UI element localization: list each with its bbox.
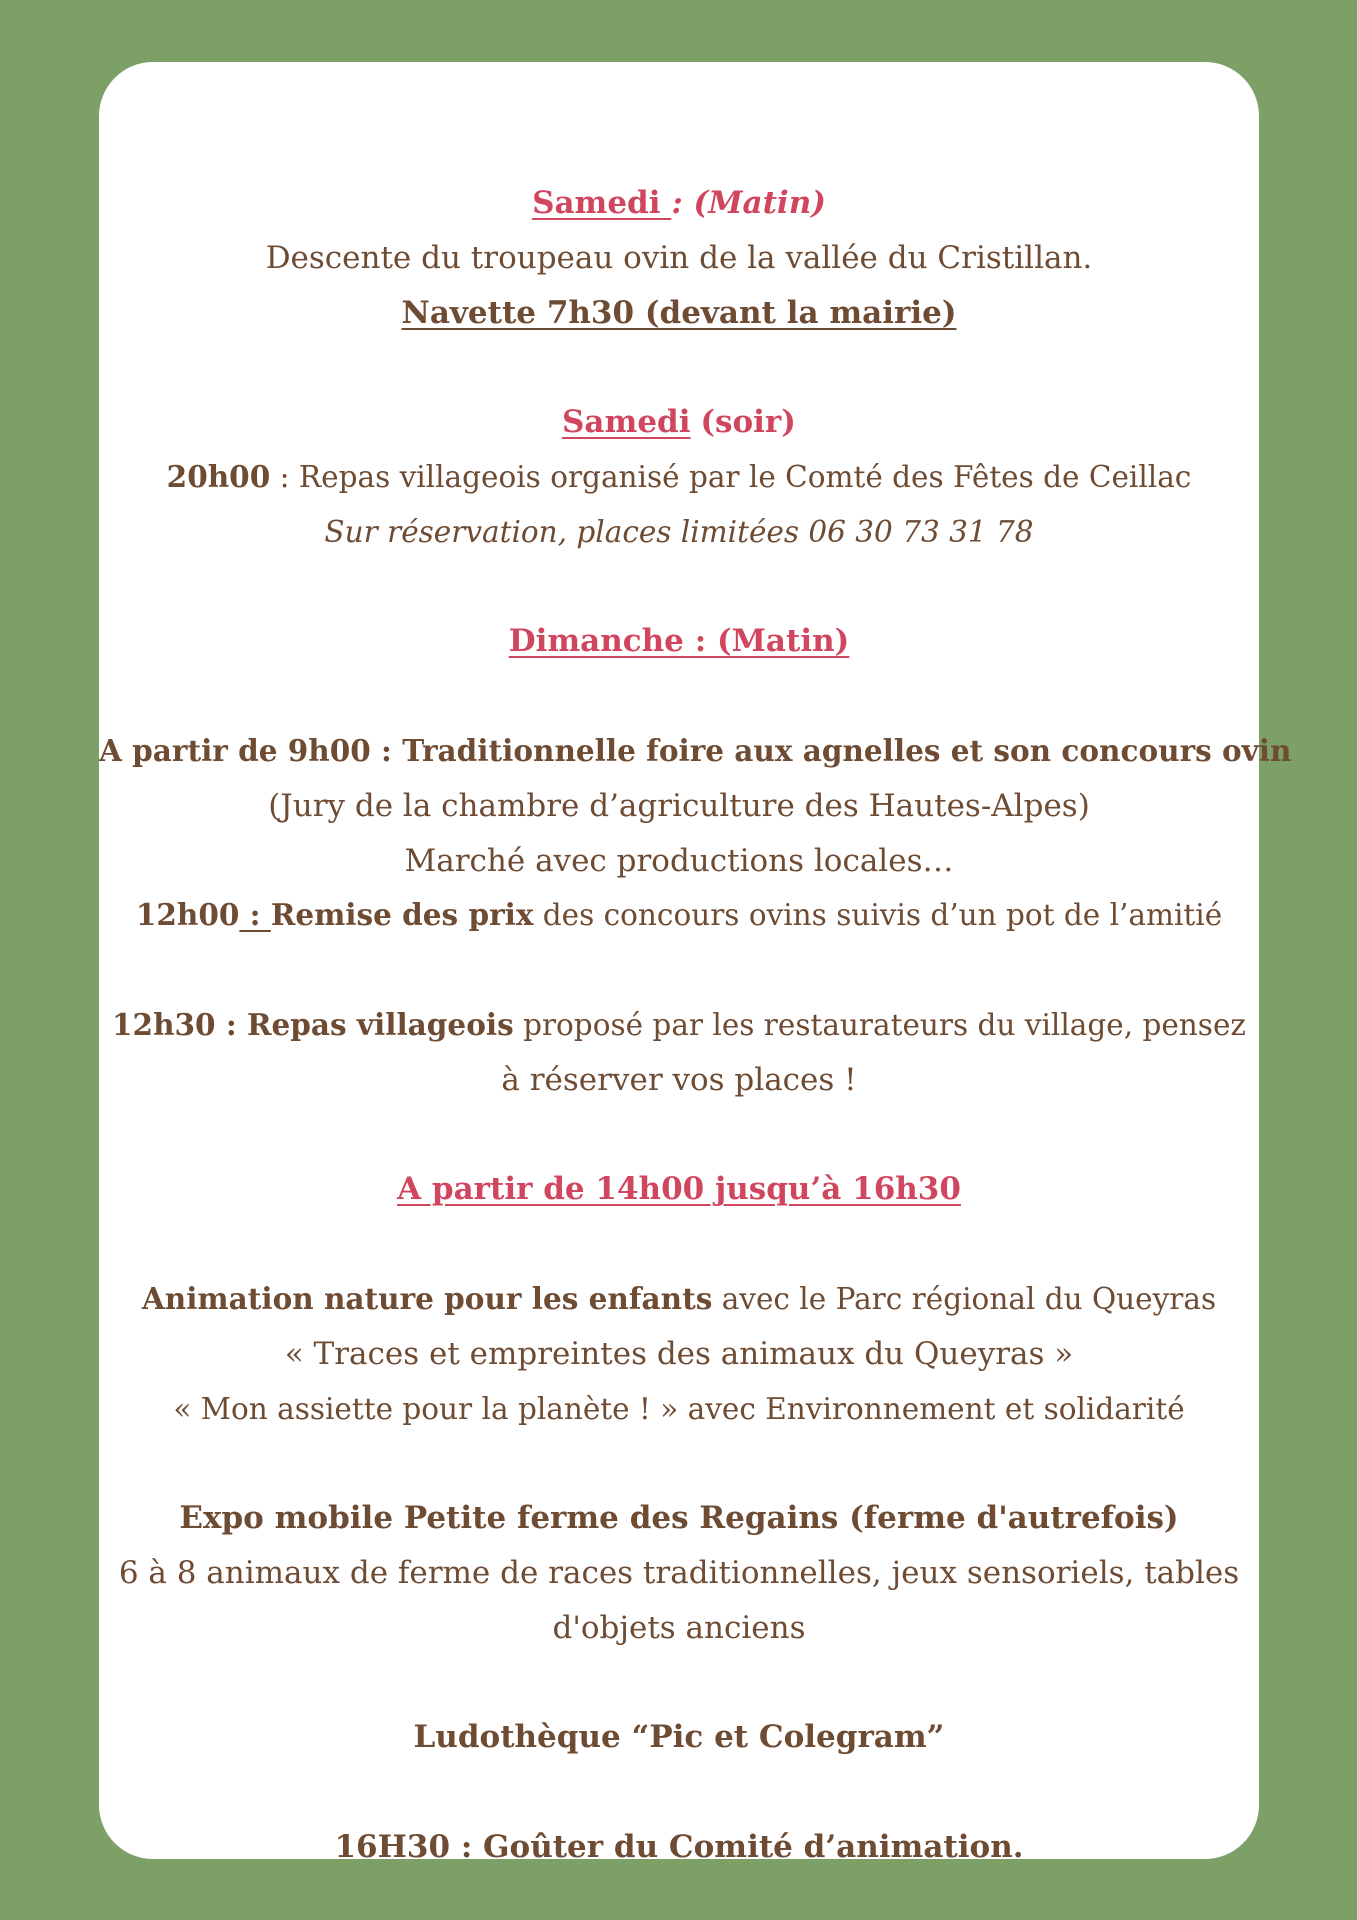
sunday-lunch-text: proposé par les restaurateurs du village, pensez <box>513 1007 1246 1042</box>
sunday-fair: A partir de 9h00 : Traditionnelle foire aux agnelles et son concours ovin <box>99 732 1292 768</box>
sunday-jury: (Jury de la chambre d’agriculture des Hautes-Alpes) <box>268 787 1090 824</box>
afternoon-snack: 16H30 : Goûter du Comité d’animation. <box>334 1828 1024 1865</box>
afternoon-kids <box>99 1272 1259 1327</box>
sunday-lunch-booking: à réserver vos places ! <box>501 1061 857 1098</box>
sunday-awards-time: 12h00 <box>135 897 240 933</box>
saturday-morning-shuttle: Navette 7h30 (devant la mairie) <box>401 294 957 331</box>
afternoon-kids-title: Animation nature pour les enfants <box>141 1280 713 1316</box>
saturday-morning-description: Descente du troupeau ovin de la vallée du Cristillan. <box>265 239 1093 276</box>
spacer <box>99 560 1259 615</box>
spacer <box>99 1217 1259 1272</box>
saturday-evening-dinner <box>99 450 1259 505</box>
sunday-awards-text: des concours ovins suivis d’un pot de l’amitié <box>533 898 1223 933</box>
saturday-evening-heading <box>99 395 1259 450</box>
spacer <box>99 669 1259 724</box>
afternoon-expo-text: 6 à 8 animaux de ferme de races traditionnelles, jeux sensoriels, tables d'objets anciens <box>118 1554 1240 1646</box>
afternoon-plate: « Mon assiette pour la planète ! » avec Environnement et solidarité <box>173 1391 1185 1426</box>
saturday-evening-day: Samedi <box>562 404 691 441</box>
afternoon-heading: A partir de 14h00 jusqu’à 16h30 <box>397 1171 961 1208</box>
sunday-market: Marché avec productions locales… <box>404 842 954 879</box>
sunday-lunch <box>99 998 1259 1053</box>
spacer <box>99 943 1259 998</box>
sunday-morning-heading: Dimanche : (Matin) <box>508 623 850 660</box>
saturday-evening-time: 20h00 <box>166 458 271 494</box>
saturday-evening-description: : Repas villageois organisé par le Comté des Fêtes de Ceillac <box>270 459 1192 494</box>
sunday-lunch-title: 12h30 : Repas villageois <box>112 1006 514 1042</box>
saturday-evening-period: (soir) <box>700 404 796 441</box>
spacer <box>99 1656 1259 1711</box>
sunday-awards-sep: : <box>239 897 271 933</box>
program-content <box>99 176 1292 1875</box>
saturday-morning-heading <box>99 176 1259 231</box>
afternoon-traces: « Traces et empreintes des animaux du Queyras » <box>284 1335 1074 1372</box>
program-card <box>99 62 1292 1865</box>
spacer <box>99 1765 1259 1820</box>
afternoon-ludo: Ludothèque “Pic et Colegram” <box>413 1719 945 1756</box>
spacer <box>99 1436 1259 1491</box>
afternoon-kids-text: avec le Parc régional du Queyras <box>712 1281 1217 1316</box>
sunday-awards <box>99 888 1259 943</box>
saturday-morning-day: Samedi <box>532 185 672 221</box>
saturday-morning-period: : (Matin) <box>671 185 826 221</box>
spacer <box>99 340 1259 395</box>
afternoon-expo-title: Expo mobile Petite ferme des Regains (ferme d'autrefois) <box>179 1500 1179 1537</box>
sunday-awards-title: Remise des prix <box>270 897 534 933</box>
spacer <box>99 1108 1259 1163</box>
saturday-evening-booking: Sur réservation, places limitées 06 30 73 31 78 <box>324 514 1034 549</box>
